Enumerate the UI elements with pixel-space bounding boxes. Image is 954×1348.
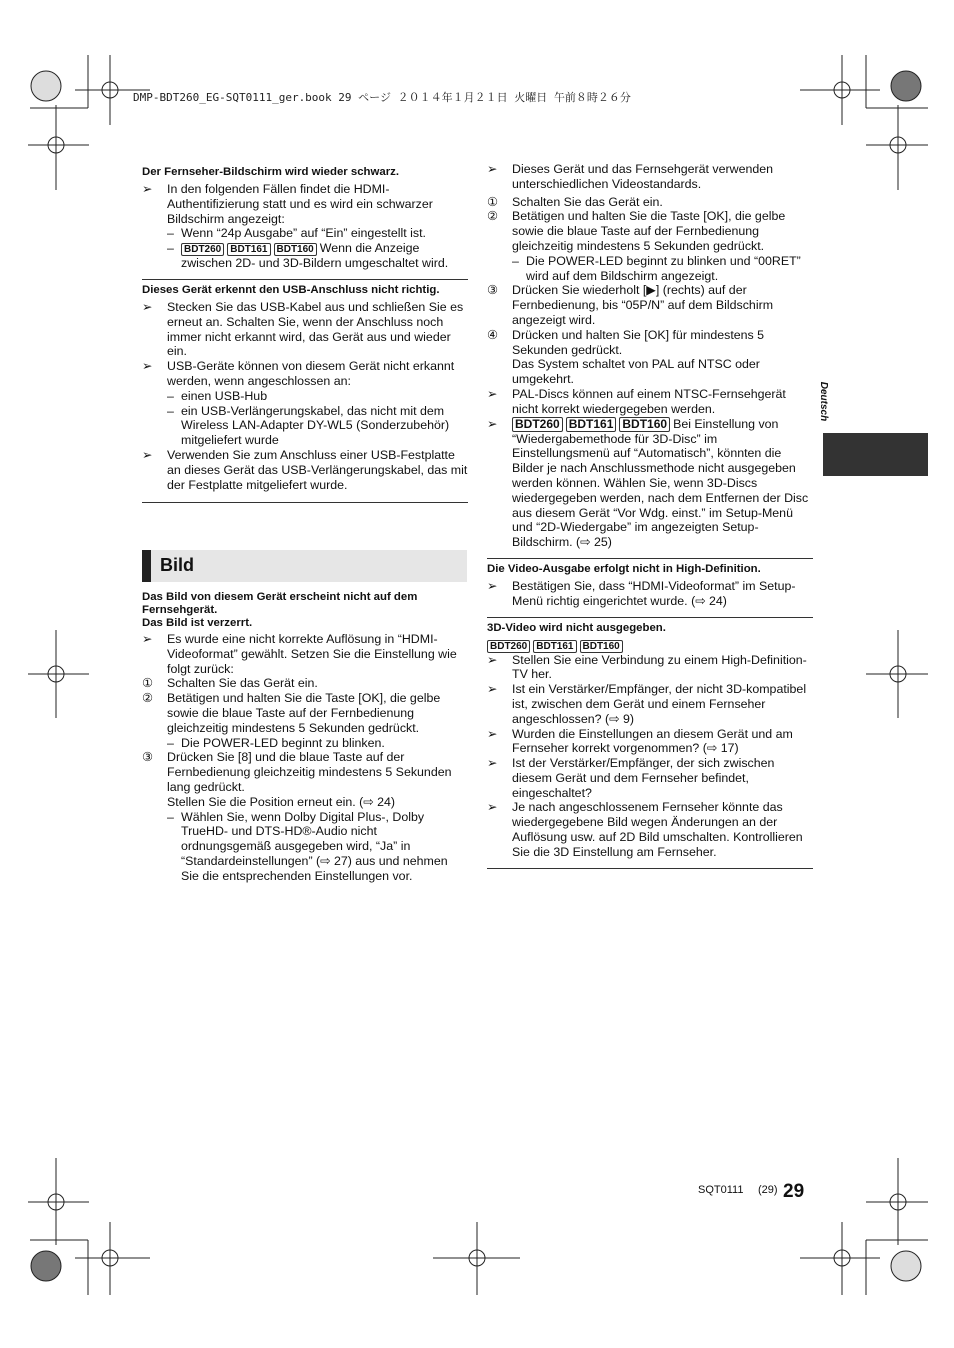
step-item: ④ Drücken und halten Sie [OK] für mindestens 5 Sekunden gedrückt. <box>487 327 765 357</box>
model-badge: BDT161 <box>227 243 270 256</box>
list-item: ➢ Ist ein Verstärker/Empfänger, der nicht 3D-kompatibel ist, zwischen dem Gerät und einem Fernseher angeschlossen? (⇨ 9) <box>487 682 807 726</box>
model-badge-row <box>487 638 813 653</box>
list-subitem: – BDT260 BDT161 BDT160 Wenn die Anzeige zwischen 2D- und 3D-Bildern umgeschaltet wird. <box>167 241 449 271</box>
bullet-icon: ➢ <box>142 182 153 196</box>
list-item: ➢ Stellen Sie eine Verbindung zu einem High-Definition-TV her. <box>487 652 807 682</box>
list-item: ➢ USB-Geräte können von diesem Gerät nicht erkannt werden, wenn angeschlossen an: <box>142 359 455 388</box>
bullet-icon: ➢ <box>487 416 498 431</box>
bullet-icon: ➢ <box>487 386 498 401</box>
language-tab-block <box>823 433 928 476</box>
step-item: ② Betätigen und halten Sie die Taste [OK], die gelbe sowie die blaue Taste auf der Fernbedienung gleichzeitig mindestens 5 Sekunden gedrückt. <box>142 691 441 735</box>
list-subitem: – Wenn “24p Ausgabe” auf “Ein” eingestellt ist. <box>167 226 426 241</box>
heading-no-hd: Die Video-Ausgabe erfolgt nicht in High-Definition. <box>487 562 761 575</box>
page-number: 29 <box>783 1181 805 1202</box>
heading-screen-black: Der Fernseher-Bildschirm wird wieder schwarz. <box>142 166 400 178</box>
bullet-icon: ➢ <box>487 800 498 815</box>
list-subitem: – Die POWER-LED beginnt zu blinken und “00RET” wird auf dem Bildschirm angezeigt. <box>512 253 801 283</box>
bullet-icon: ➢ <box>487 162 498 176</box>
document-code: SQT0111 <box>698 1184 744 1196</box>
list-item: ➢ Ist der Verstärker/Empfänger, der sich zwischen diesem Gerät und dem Fernseher befindet, eingeschaltet? <box>487 756 775 800</box>
bullet-icon: ➢ <box>142 447 153 462</box>
step-continuation: Das System schaltet von PAL auf NTSC oder umgekehrt. <box>512 357 760 387</box>
list-item: ➢ Dieses Gerät und das Fernsehgerät verwenden unterschiedlichen Videostandards. <box>487 162 774 191</box>
model-badge: BDT160 <box>580 640 623 653</box>
divider <box>142 502 468 503</box>
list-item: ➢ Wurden die Einstellungen an diesem Gerät und am Fernseher korrekt vorgenommen? (⇨ 17) <box>487 726 793 756</box>
bullet-icon: ➢ <box>487 756 498 771</box>
list-subitem: – ein USB-Verlängerungskabel, das nicht mit dem Wireless LAN-Adapter DY-WL5 (Sonderzubehör) mitgeliefert wurde <box>167 403 450 448</box>
divider <box>487 617 813 618</box>
bullet-icon: ➢ <box>142 359 153 374</box>
heading-usb: Dieses Gerät erkennt den USB-Anschluss nicht richtig. <box>142 283 440 296</box>
divider <box>487 558 813 559</box>
model-badge: BDT160 <box>619 417 670 432</box>
list-item: ➢ Stecken Sie das USB-Kabel aus und schließen Sie es erneut an. Schalten Sie, wenn der Anschluss noch immer nicht erkannt wird, das Gerät aus und wieder ein. <box>142 299 464 359</box>
section-header-bild <box>142 550 467 582</box>
section-title: Bild <box>160 555 194 575</box>
step-item: ② Betätigen und halten Sie die Taste [OK], die gelbe sowie die blaue Taste auf der Fernbedienung gleichzeitig mindestens 5 Sekunden gedrückt. <box>487 209 786 253</box>
left-column <box>142 166 468 507</box>
page-reference: (29) <box>758 1184 778 1196</box>
language-side-label: Deutsch <box>818 381 830 422</box>
list-item: ➢ Es wurde eine nicht korrekte Auflösung in “HDMI-Videoformat” gewählt. Setzen Sie die Einstellung wie folgt zurück: <box>142 632 457 676</box>
step-item: ③ Drücken Sie [8] und die blaue Taste auf der Fernbedienung gleichzeitig mindestens 5 Sekunden lang gedrückt. <box>142 750 452 794</box>
divider <box>142 279 468 280</box>
section-accent <box>142 550 151 582</box>
bullet-icon: ➢ <box>487 578 498 593</box>
list-item: ➢ In den folgenden Fällen findet die HDMI-Authentifizierung statt und es wird ein schwarzer Bildschirm angezeigt: <box>142 182 433 226</box>
heading-distorted: Das Bild ist verzerrt. <box>142 617 253 629</box>
model-badge: BDT260 <box>487 640 530 653</box>
model-badge: BDT161 <box>566 417 617 432</box>
list-subitem: – Die POWER-LED beginnt zu blinken. <box>167 735 385 750</box>
step-item: ① Schalten Sie das Gerät ein. <box>487 194 663 209</box>
heading-no-picture: Das Bild von diesem Gerät erscheint nicht auf dem Fernsehgerät. <box>142 591 418 616</box>
model-badge: BDT260 <box>181 243 224 256</box>
list-item: ➢ Je nach angeschlossenem Fernseher könnte das wiedergegebene Bild wegen Änderungen an der Auflösung usw. auf 2D Bild umschalten. Kontrollieren Sie die 3D Einstellung am Fernseher. <box>487 800 803 859</box>
divider <box>487 868 813 869</box>
model-badge: BDT260 <box>512 417 563 432</box>
bullet-icon: ➢ <box>142 632 153 646</box>
bullet-icon: ➢ <box>487 652 498 667</box>
heading-no-3d: 3D-Video wird nicht ausgegeben. <box>487 621 666 634</box>
list-item: ➢ PAL-Discs können auf einem NTSC-Fernsehgerät nicht korrekt wiedergegeben werden. <box>487 386 786 416</box>
list-subitem: – einen USB-Hub <box>167 388 268 403</box>
bullet-icon: ➢ <box>142 299 153 314</box>
right-column <box>487 162 813 873</box>
step-continuation: Stellen Sie die Position erneut ein. (⇨ 24) <box>167 794 396 809</box>
list-item: ➢ Bestätigen Sie, dass “HDMI-Videoformat” im Setup-Menü richtig eingerichtet wurde. (⇨ 24) <box>487 578 796 608</box>
bullet-icon: ➢ <box>487 682 498 697</box>
print-header: DMP-BDT260_EG-SQT0111_ger.book 29 ページ ２０１４年１月２１日 火曜日 午前８時２６分 <box>133 91 631 104</box>
step-item: ③ Drücken Sie wiederholt [▶] (rechts) auf der Fernbedienung, bis “05P/N” auf dem Bildschirm angezeigt wird. <box>487 283 774 327</box>
left-column-bild <box>142 591 468 884</box>
step-item: ① Schalten Sie das Gerät ein. <box>142 676 318 691</box>
bullet-icon: ➢ <box>487 726 498 741</box>
model-badge: BDT161 <box>533 640 576 653</box>
list-subitem: – Wählen Sie, wenn Dolby Digital Plus-, Dolby TrueHD- und DTS-HD®-Audio nicht ordnungsgemäß ausgegeben wird, “Ja” in “Standardeinstellungen” (⇨ 27) aus und nehmen Sie die entsprechenden Einstellungen vor. <box>167 809 448 883</box>
list-item: ➢ BDT260 BDT161 BDT160 Bei Einstellung von “Wiedergabemethode für 3D-Disc” im Einstellungsmenü auf “Automatisch”, könnten die Bilder je nach Anschlussmethode nicht ausgegeben werden können. Wählen Sie, wenn 3D-Discs wiedergegeben werden, nach dem Entfernen der Disc aus diesem Gerät “Vor Wdg. einst.” im Setup-Menü und “2D-Wiedergabe” im angezeigten Setup-Bildschirm. (⇨ 25) <box>487 416 809 550</box>
list-item: ➢ Verwenden Sie zum Anschluss einer USB-Festplatte an dieses Gerät das USB-Verlängerungskabel, das mit der Festplatte mitgeliefert wurde. <box>142 447 468 492</box>
model-badge: BDT160 <box>274 243 317 256</box>
